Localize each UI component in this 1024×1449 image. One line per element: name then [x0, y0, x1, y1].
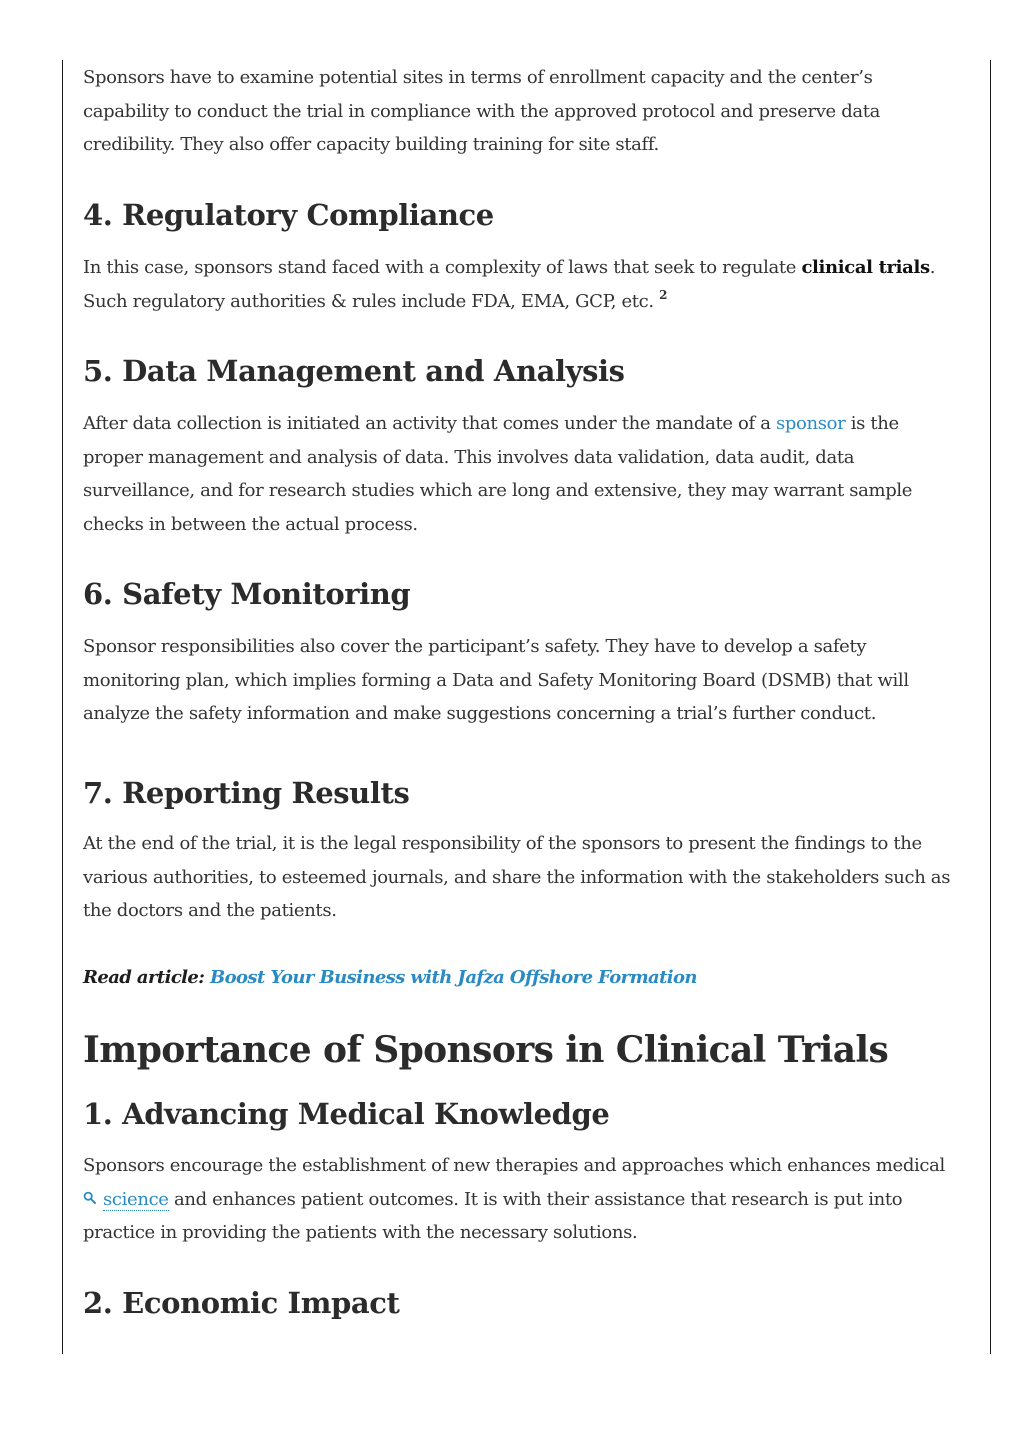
regulatory-text-after: . Such regulatory authorities & rules include FDA, EMA, GCP, etc. — [83, 257, 936, 312]
clinical-trials-term: clinical trials — [801, 257, 930, 278]
read-article-link[interactable]: Boost Your Business with Jafza Offshore Formation — [210, 967, 697, 988]
safety-paragraph: Sponsor responsibilities also cover the participant’s safety. They have to develop a safety monitoring plan, which implies forming a Data and Safety Monitoring Board (DSMB) that will analyze the safety information and make suggestions concerning a trial’s further conduct. — [83, 636, 909, 724]
heading-safety-monitoring: 6. Safety Monitoring — [83, 577, 411, 611]
search-icon[interactable] — [83, 1183, 101, 1197]
reporting-paragraph: At the end of the trial, it is the legal responsibility of the sponsors to present the findings to the various authorities, to esteemed journals, and share the information with the stakeholders such as the doctors and the patients. — [83, 833, 951, 921]
footnote-reference[interactable]: 2 — [659, 287, 668, 302]
heading-regulatory-compliance: 4. Regulatory Compliance — [83, 198, 494, 232]
regulatory-paragraph — [83, 251, 963, 318]
data-management-text-after: is the proper management and analysis of data. This involves data validation, data audit, data surveillance, and for research studies which are long and extensive, they may warrant sample checks in between the actual process. — [83, 413, 913, 535]
advancing-text-before: Sponsors encourage the establishment of new therapies and approaches which enhances medical — [83, 1155, 945, 1176]
right-border-line — [990, 60, 991, 1354]
science-keyword-link[interactable]: science — [103, 1188, 169, 1210]
heading-economic-impact: 2. Economic Impact — [83, 1286, 400, 1320]
regulatory-text-before: In this case, sponsors stand faced with a complexity of laws that seek to regulate — [83, 257, 802, 278]
heading-advancing-medical-knowledge: 1. Advancing Medical Knowledge — [83, 1097, 610, 1131]
data-management-paragraph — [83, 407, 963, 541]
heading-reporting-results: 7. Reporting Results — [83, 776, 410, 810]
sponsor-link[interactable]: sponsor — [775, 413, 846, 434]
left-border-line — [62, 60, 63, 1354]
intro-paragraph: Sponsors have to examine potential sites in terms of enrollment capacity and the center’s capability to conduct the trial in compliance with the approved protocol and preserve data credibility. They also offer capacity building training for site staff. — [83, 67, 881, 155]
heading-importance-of-sponsors: Importance of Sponsors in Clinical Trials — [83, 1029, 889, 1071]
read-article-label: Read article: — [83, 967, 210, 988]
read-article-line — [83, 961, 697, 995]
advancing-paragraph — [83, 1149, 963, 1250]
data-management-text-before: After data collection is initiated an activity that comes under the mandate of a — [83, 413, 776, 434]
advancing-text-after: and enhances patient outcomes. It is with their assistance that research is put into practice in providing the patients with the necessary solutions. — [83, 1188, 903, 1243]
heading-data-management: 5. Data Management and Analysis — [83, 354, 625, 388]
